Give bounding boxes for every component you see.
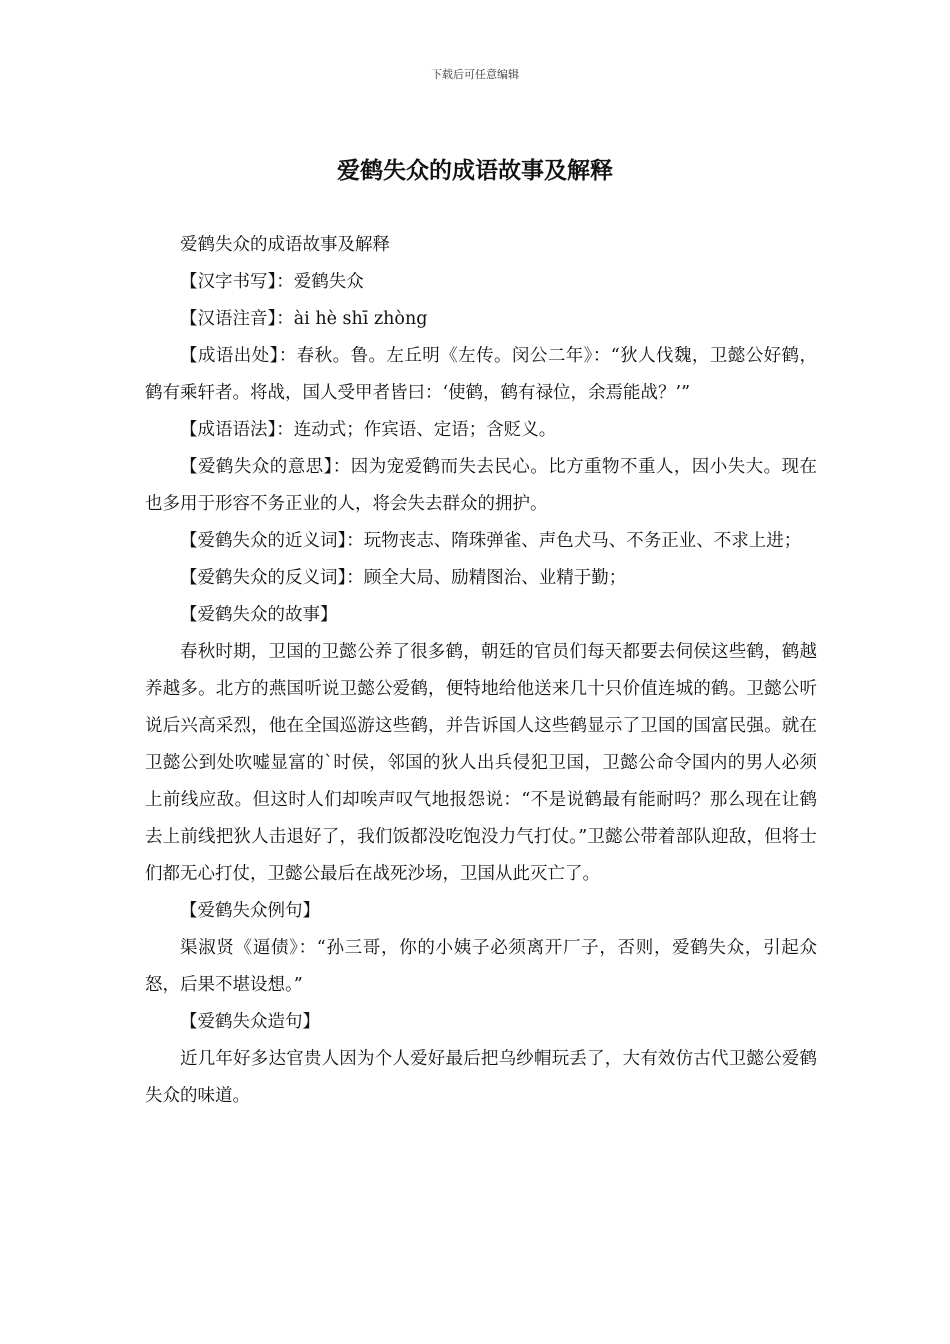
paragraph-sentence-heading: 【爱鹤失众造句】: [180, 1012, 320, 1032]
document-title: 爱鹤失众的成语故事及解释: [337, 158, 613, 184]
paragraph-antonyms: 【爱鹤失众的反义词】：顾全大局、励精图治、业精于勤；: [180, 568, 627, 588]
paragraph-intro: 爱鹤失众的成语故事及解释: [180, 235, 390, 255]
paragraph-example-heading: 【爱鹤失众例句】: [180, 901, 320, 921]
paragraph-writing: 【汉字书写】：爱鹤失众: [180, 272, 364, 292]
paragraph-sentence: 近几年好多达官贵人因为个人爱好最后把乌纱帽玩丢了，大有效仿古代卫懿公爱鹤失众的味道。: [145, 1049, 817, 1106]
document-body: [145, 227, 817, 1115]
page-header-note: 下载后可任意编辑: [431, 68, 519, 81]
paragraph-meaning: 【爱鹤失众的意思】：因为宠爱鹤而失去民心。比方重物不重人，因小失大。现在也多用于形容不务正业的人，将会失去群众的拥护。: [145, 457, 817, 514]
paragraph-synonyms: 【爱鹤失众的近义词】：玩物丧志、隋珠弹雀、声色犬马、不务正业、不求上进；: [180, 531, 802, 551]
paragraph-grammar: 【成语语法】：连动式；作宾语、定语；含贬义。: [180, 420, 557, 440]
paragraph-pinyin: 【汉语注音】：ài hè shī zhòng: [180, 309, 428, 329]
paragraph-story-heading: 【爱鹤失众的故事】: [180, 605, 338, 625]
paragraph-example: 渠淑贤《逼债》：“孙三哥，你的小姨子必须离开厂子，否则，爱鹤失众，引起众怒，后果不堪设想。”: [145, 938, 817, 995]
paragraph-source: 【成语出处】：春秋。鲁。左丘明《左传。闵公二年》：“狄人伐魏，卫懿公好鹤，鹤有乘轩者。将战，国人受甲者皆曰：‘使鹤，鹤有禄位，余焉能战？’”: [145, 346, 817, 403]
paragraph-story: 春秋时期，卫国的卫懿公养了很多鹤，朝廷的官员们每天都要去伺侯这些鹤，鹤越养越多。北方的燕国听说卫懿公爱鹤，便特地给他送来几十只价值连城的鹤。卫懿公听说后兴高采烈，他在全国巡游这些鹤，并告诉国人这些鹤显示了卫国的国富民强。就在卫懿公到处吹嘘显富的`时侯，邻国的狄人出兵侵犯卫国，卫懿公命令国内的男人必须上前线应敌。但这时人们却唉声叹气地报怨说：“不是说鹤最有能耐吗？那么现在让鹤去上前线把狄人击退好了，我们饭都没吃饱没力气打仗。”卫懿公带着部队迎敌，但将士们都无心打仗，卫懿公最后在战死沙场，卫国从此灭亡了。: [145, 642, 817, 884]
